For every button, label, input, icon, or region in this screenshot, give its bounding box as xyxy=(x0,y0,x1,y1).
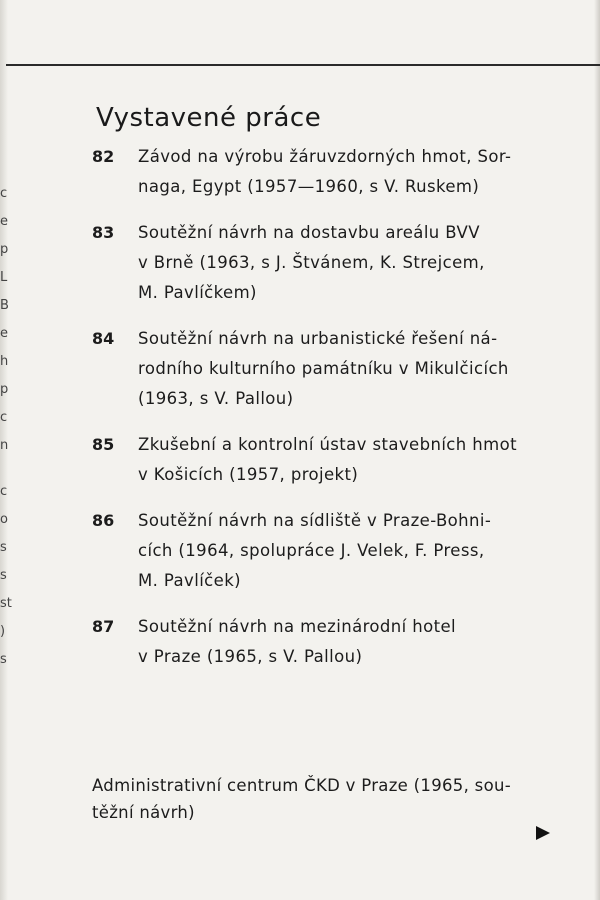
edge-fragment: s xyxy=(0,540,7,555)
edge-fragment: c xyxy=(0,484,8,499)
list-item xyxy=(92,612,562,672)
exhibited-works-list xyxy=(92,142,562,688)
entry-text: Soutěžní návrh na urbanistické řešení ná- rodního kulturního památníku v Mikulčicích (1963, s V. Pallou) xyxy=(138,329,509,408)
edge-fragment: c xyxy=(0,410,8,425)
entry-text: Soutěžní návrh na sídliště v Praze-Bohni- cích (1964, spolupráce J. Velek, F. Press, M. Pavlíček) xyxy=(138,511,492,590)
edge-fragment: s xyxy=(0,568,7,583)
entry-number: 84 xyxy=(92,329,115,348)
section-title: Vystavené práce xyxy=(96,103,322,134)
top-rule-divider xyxy=(6,64,600,66)
next-page-arrow-icon xyxy=(536,826,550,840)
edge-fragment: B xyxy=(0,298,9,313)
entry-number: 83 xyxy=(92,223,115,242)
edge-fragment: ) xyxy=(0,624,6,639)
list-item xyxy=(92,218,562,308)
entry-number: 82 xyxy=(92,147,115,166)
edge-fragment: o xyxy=(0,512,8,527)
entry-text: Soutěžní návrh na dostavbu areálu BVV v Brně (1963, s J. Štvánem, K. Strejcem, M. Pavlíčkem) xyxy=(138,223,485,302)
list-item xyxy=(92,506,562,596)
edge-fragment: n xyxy=(0,438,9,453)
edge-fragment: st xyxy=(0,596,12,611)
list-item xyxy=(92,142,562,202)
edge-fragment: p xyxy=(0,382,9,397)
edge-fragment: L xyxy=(0,270,8,285)
edge-fragment: h xyxy=(0,354,9,369)
edge-fragment: c xyxy=(0,186,8,201)
edge-fragment: e xyxy=(0,326,8,341)
page-gutter-shadow xyxy=(594,0,600,900)
entry-number: 87 xyxy=(92,617,115,636)
entry-number: 86 xyxy=(92,511,115,530)
figure-caption: Administrativní centrum ČKD v Praze (1965, sou- těžní návrh) xyxy=(92,776,511,822)
entry-number: 85 xyxy=(92,435,115,454)
entry-text: Soutěžní návrh na mezinárodní hotel v Praze (1965, s V. Pallou) xyxy=(138,617,457,666)
entry-text: Zkušební a kontrolní ústav stavebních hmot v Košicích (1957, projekt) xyxy=(138,435,517,484)
list-item xyxy=(92,324,562,414)
entry-text: Závod na výrobu žáruvzdorných hmot, Sor- naga, Egypt (1957—1960, s V. Ruskem) xyxy=(138,147,512,196)
edge-fragment: p xyxy=(0,242,9,257)
edge-fragment: s xyxy=(0,652,7,667)
list-item xyxy=(92,430,562,490)
edge-fragment: e xyxy=(0,214,8,229)
facing-page-text-fragments xyxy=(0,180,12,674)
